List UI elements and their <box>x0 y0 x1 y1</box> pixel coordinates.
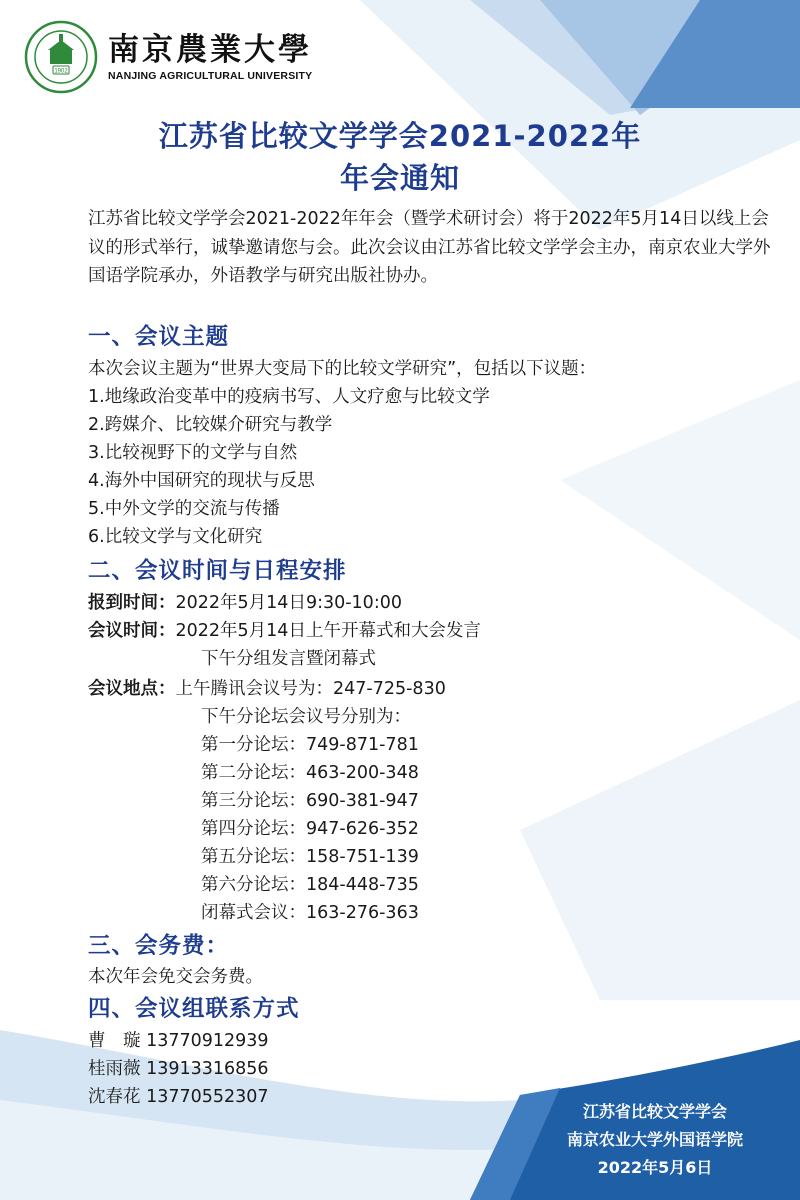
topic-item: 2.跨媒介、比较媒介研究与教学 <box>88 415 333 435</box>
forum-item: 第一分论坛：749-871-781 <box>201 735 419 755</box>
notice-title-line2: 年会通知 <box>339 161 460 195</box>
meeting-venue <box>88 675 446 703</box>
checkin-value: 2022年5月14日9:30-10:00 <box>175 593 402 613</box>
meeting-value-afternoon: 下午分组发言暨闭幕式 <box>201 649 376 669</box>
topic-item: 1.地缘政治变革中的疫病书写、人文疗愈与比较文学 <box>88 387 490 407</box>
university-name-english: NANJING AGRICULTURAL UNIVERSITY <box>108 70 313 82</box>
footer-org-school: 南京农业大学外国语学院 <box>566 1130 743 1149</box>
university-seal-icon <box>24 20 98 94</box>
meeting-value: 2022年5月14日上午开幕式和大会发言 <box>175 621 481 641</box>
notice-title-line1: 江苏省比较文学学会2021-2022年 <box>158 119 642 153</box>
theme-lead: 本次会议主题为“世界大变局下的比较文学研究”，包括以下议题： <box>88 359 597 379</box>
forum-item: 第六分论坛：184-448-735 <box>201 875 419 895</box>
venue-value-afternoon: 下午分论坛会议号分别为： <box>201 707 411 727</box>
footer-signature <box>510 1098 800 1182</box>
svg-text:1902: 1902 <box>54 68 68 75</box>
venue-value-morning: 上午腾讯会议号为：247-725-830 <box>175 679 446 699</box>
meeting-time <box>88 617 481 645</box>
university-logo <box>24 20 312 94</box>
forum-item: 第二分论坛：463-200-348 <box>201 763 419 783</box>
contact-item: 曹 璇 13770912939 <box>88 1031 269 1051</box>
university-name-chinese: 南京農業大學 <box>108 32 312 68</box>
forum-item: 第五分论坛：158-751-139 <box>201 847 419 867</box>
contact-item: 桂雨薇 13913316856 <box>88 1059 269 1079</box>
section-heading-theme: 一、会议主题 <box>88 324 230 350</box>
section-heading-contacts: 四、会议组联系方式 <box>88 996 300 1022</box>
checkin-label: 报到时间： <box>88 593 176 613</box>
fee-text: 本次年会免交会务费。 <box>88 967 263 987</box>
contact-item: 沈春花 13770552307 <box>88 1087 269 1107</box>
forum-item: 闭幕式会议：163-276-363 <box>201 903 419 923</box>
checkin-time <box>88 589 402 617</box>
forum-item: 第三分论坛：690-381-947 <box>201 791 419 811</box>
topic-item: 4.海外中国研究的现状与反思 <box>88 471 315 491</box>
topic-item: 3.比较视野下的文学与自然 <box>88 443 298 463</box>
forum-item: 第四分论坛：947-626-352 <box>201 819 419 839</box>
venue-label: 会议地点： <box>88 679 176 699</box>
footer-date: 2022年5月6日 <box>597 1158 713 1177</box>
footer-org-society: 江苏省比较文学学会 <box>582 1102 727 1121</box>
intro-paragraph: 江苏省比较文学学会2021-2022年年会（暨学术研讨会）将于2022年5月14日以线上会议的形式举行，诚挚邀请您与会。此次会议由江苏省比较文学学会主办，南京农业大学外国语学院承办，外语教学与研究出版社协办。 <box>88 209 771 286</box>
section-heading-schedule: 二、会议时间与日程安排 <box>88 558 347 584</box>
topic-item: 6.比较文学与文化研究 <box>88 527 263 547</box>
section-heading-fee: 三、会务费： <box>88 933 230 959</box>
topic-item: 5.中外文学的交流与传播 <box>88 499 280 519</box>
meeting-label: 会议时间： <box>88 621 176 641</box>
